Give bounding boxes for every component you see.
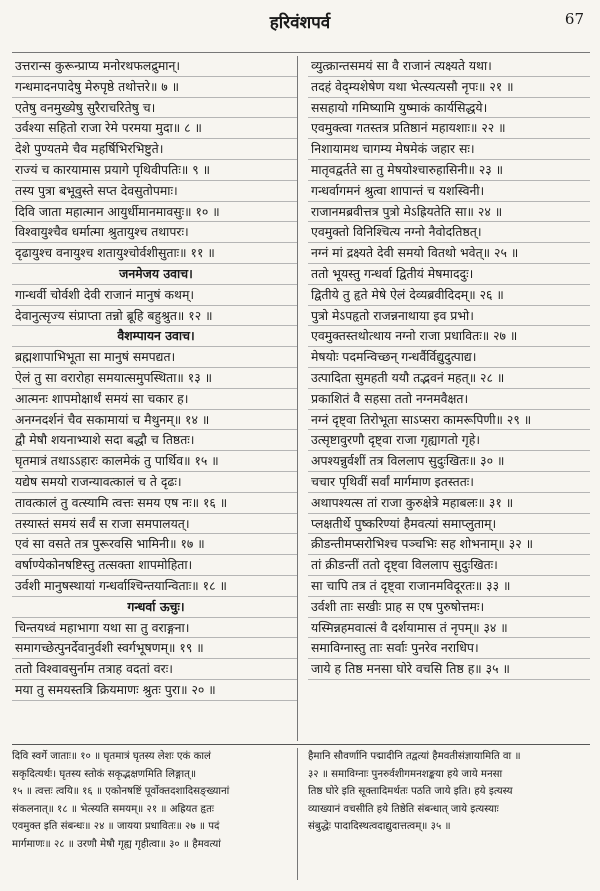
verse-line: तस्यास्तं समयं सर्वं स राजा समपालयत्। bbox=[12, 514, 297, 535]
verse-line: एवमुक्तस्तथोत्थाय नग्नो राजा प्रधावितः॥ २७ ॥ bbox=[308, 326, 590, 347]
footnote-line: मार्गमाणः॥ २८ ॥ उरणौ मेषौ गृह्य गृहीत्वा॥ ३० ॥ हैमवत्यां bbox=[12, 838, 221, 850]
verse-line: उत्सृष्टावुरणौ दृष्ट्वा राजा गृह्यागतो गृहे। bbox=[308, 430, 590, 451]
verse-line: यस्मिन्नहमवात्सं वै दर्शयामास तं नृपम्॥ ३४ ॥ bbox=[308, 618, 590, 639]
verse-line: मातृवद्वर्तते सा तु मेषयोश्चारुहासिनी॥ २३ ॥ bbox=[308, 160, 590, 181]
footnote-separator bbox=[12, 744, 590, 745]
top-rule bbox=[12, 52, 590, 53]
footnote-line: हैमानि सौवर्णानि पद्मादीनि तद्वत्यां हैमवतीसंज्ञायामिति वा ॥ bbox=[308, 751, 521, 762]
verse-line: एवं सा वसते तत्र पुरूरवसि भामिनी॥ १७ ॥ bbox=[12, 534, 297, 555]
verse-line: अथापश्यत्स तां राजा कुरुक्षेत्रे महाबलः॥ ३१ ॥ bbox=[308, 493, 590, 514]
verse-line: गन्धमादनपादेषु मेरुपृष्ठे तथोत्तरे॥ ७ ॥ bbox=[12, 77, 297, 98]
verse-line: गन्धर्वागमनं श्रुत्वा शापान्तं च यशस्विनी। bbox=[308, 181, 590, 202]
footnote-line: सकृदित्यर्थः। घृतस्य स्तोकं सकृद्भक्षणमिति लिङ्गात्॥ bbox=[12, 768, 197, 780]
footnote-line: १५ ॥ त्वत्तः त्वयि॥ १६ ॥ एकोनषष्टिं पूर्वोक्तदशादिसङ्ख्यानां bbox=[12, 786, 230, 798]
page-title: हरिवंशपर्व bbox=[269, 13, 331, 33]
verse-line: देवानुत्सृज्य संप्राप्ता तन्नो ब्रूहि बहुश्रुत॥ १२ ॥ bbox=[12, 306, 297, 327]
verse-line: क्रीडन्तीमप्सरोभिश्च पञ्चभिः सह शोभनाम्॥ ३२ ॥ bbox=[308, 534, 590, 555]
footnote-line: ३२ ॥ समाविग्नाः पुनरुर्वशीगमनशङ्कया हये जाये मनसा bbox=[308, 768, 503, 780]
verse-line: ततो विश्वावसुर्नाम तत्राह वदतां वरः। bbox=[12, 659, 297, 680]
verse-line: प्लक्षतीर्थे पुष्करिण्यां हैमवत्यां समाप्लुताम्। bbox=[308, 514, 590, 535]
verse-line: तस्य पुत्रा बभूवुस्ते सप्त देवसुतोपमाः। bbox=[12, 181, 297, 202]
verse-line: चिन्तयध्वं महाभागा यथा सा तु वराङ्गना। bbox=[12, 618, 297, 639]
page-header bbox=[0, 10, 600, 34]
page-number: 67 bbox=[564, 10, 584, 28]
verse-line: उर्वशी ताः सखीः प्राह स एष पुरुषोत्तमः। bbox=[308, 597, 590, 618]
verse-line: नग्नं दृष्ट्वा तिरोभूता साऽप्सरा कामरूपिणी॥ २९ ॥ bbox=[308, 410, 590, 431]
verse-line: राज्यं च कारयामास प्रयागे पृथिवीपतिः॥ ९ ॥ bbox=[12, 160, 297, 181]
verse-line: तावत्कालं तु वत्स्यामि त्वत्तः समय एष नः॥ १६ ॥ bbox=[12, 493, 297, 514]
verse-line: नग्नं मां द्रक्ष्यते देवी समयो वितथो भवेत्॥ २५ ॥ bbox=[308, 243, 590, 264]
verse-line: यद्येष समयो राजन्यावत्कालं च ते दृढः। bbox=[12, 472, 297, 493]
verse-line: चचार पृथिवीं सर्वां मार्गमाण इतस्ततः। bbox=[308, 472, 590, 493]
footnote-column-right bbox=[300, 748, 590, 880]
verse-line: मेषयोः पदमन्विच्छन् गन्धर्वैर्विद्युदुत्पाद्य। bbox=[308, 347, 590, 368]
verse-line: ब्रह्मशापाभिभूता सा मानुषं समपद्यत। bbox=[12, 347, 297, 368]
verse-line: निशायामथ चागम्य मेषमेकं जहार सः। bbox=[308, 139, 590, 160]
speaker-heading: गन्धर्वा ऊचुः। bbox=[12, 597, 297, 618]
verse-line: ऐलं तु सा वरारोहा समयात्समुपस्थिता॥ १३ ॥ bbox=[12, 368, 297, 389]
footnote-line: दिवि स्वर्गे जाताः॥ १० ॥ घृतमात्रं घृतस्य लेशः एकं कालं bbox=[12, 751, 211, 762]
verse-line: सा चापि तत्र तं दृष्ट्वा राजानमविदूरतः॥ ३३ ॥ bbox=[308, 576, 590, 597]
footnote-column-left bbox=[12, 748, 298, 880]
verse-line: व्युत्क्रान्तसमयं सा वै राजानं त्यक्ष्यते यथा। bbox=[308, 56, 590, 77]
verse-line: गान्धर्वी चोर्वशी देवी राजानं मानुषं कथम्। bbox=[12, 285, 297, 306]
verse-line: द्वितीये तु हृते मेषे ऐलं देव्यब्रवीदिदम्॥ २६ ॥ bbox=[308, 285, 590, 306]
verse-line: घृतमात्रं तथाऽऽहारः कालमेकं तु पार्थिव॥ १५ ॥ bbox=[12, 451, 297, 472]
verse-line: देशे पुण्यतमे चैव महर्षिभिरभिष्टुते। bbox=[12, 139, 297, 160]
footnote-line: तिष्ठ घोरे इति सूक्तादिमर्थतः पठति जाये इति। हये इत्यस्य bbox=[308, 786, 513, 798]
verse-line: दिवि जाता महात्मान आयुर्धीमानमावसुः॥ १० ॥ bbox=[12, 202, 297, 223]
verse-line: एवमुक्तो विनिश्चित्य नग्नो नैवोदतिष्ठत्। bbox=[308, 222, 590, 243]
verse-line: उत्पादिता सुमहती ययौ तद्भवनं महत्॥ २८ ॥ bbox=[308, 368, 590, 389]
verse-line: समागच्छेत्पुनर्देवानुर्वशी स्वर्गभूषणम्॥ १९ ॥ bbox=[12, 638, 297, 659]
verse-line: एवमुक्त्वा गतस्तत्र प्रतिष्ठानं महायशाः॥ २२ ॥ bbox=[308, 118, 590, 139]
verse-line: उत्तरान्स कुरून्प्राप्य मनोरथफलद्रुमान्। bbox=[12, 56, 297, 77]
verse-line: उर्वश्या सहितो राजा रेमे परमया मुदा॥ ८ ॥ bbox=[12, 118, 297, 139]
verse-line: वर्षाण्येकोनषष्टिस्तु तत्सक्ता शापमोहिता। bbox=[12, 555, 297, 576]
verse-line: आत्मनः शापमोक्षार्थं समयं सा चकार ह। bbox=[12, 389, 297, 410]
speaker-heading: वैशम्पायन उवाच। bbox=[12, 326, 297, 347]
speaker-heading: जनमेजय उवाच। bbox=[12, 264, 297, 285]
verse-line: द्वौ मेषौ शयनाभ्याशे सदा बद्धौ च तिष्ठतः। bbox=[12, 430, 297, 451]
verse-line: एतेषु वनमुख्येषु सुरैराचरितेषु च। bbox=[12, 98, 297, 119]
footnote-line: व्याख्यानं वचसीति हये तिष्ठेति संबन्धात् जाये इत्यस्याः bbox=[308, 803, 499, 815]
verse-line: पुत्रो मेऽपहृतो राजन्ननाथाया इव प्रभो। bbox=[308, 306, 590, 327]
verse-line: मया तु समयस्तत्रि क्रियमाणः श्रुतः पुरा॥ २० ॥ bbox=[12, 680, 297, 701]
verse-line: जाये ह तिष्ठ मनसा घोरे वचसि तिष्ठ ह॥ ३५ ॥ bbox=[308, 659, 590, 680]
verse-line: अपश्यन्नुर्वशीं तत्र विललाप सुदुःखितः॥ ३० ॥ bbox=[308, 451, 590, 472]
footnote-line: संकलनात्॥ १८ ॥ भेत्स्यति समयम्॥ २१ ॥ अह्रियत हृतः bbox=[12, 803, 214, 815]
footnote-line: एवमुक्त इति संबन्धः॥ २४ ॥ जायया प्रधावितः॥ २७ ॥ पदं bbox=[12, 821, 220, 833]
verse-line: अनग्नदर्शनं चैव सकामायां च मैथुनम्॥ १४ ॥ bbox=[12, 410, 297, 431]
verse-column-right bbox=[300, 56, 590, 741]
verse-line: तदहं वेद्म्यशेषेण यथा भेत्स्यत्यसौ नृपः॥ २१ ॥ bbox=[308, 77, 590, 98]
verse-line: तां क्रीडन्तीं ततो दृष्ट्वा विललाप सुदुःखितः। bbox=[308, 555, 590, 576]
verse-line: प्रकाशितं वै सहसा ततो नग्नमवैक्षत। bbox=[308, 389, 590, 410]
verse-line: उर्वशी मानुषस्थायां गन्धर्वाश्चिन्तयान्विताः॥ १८ ॥ bbox=[12, 576, 297, 597]
footnote-line: संबुद्धेः पादादिस्थत्वदाद्युदात्तत्वम्॥ ३५ ॥ bbox=[308, 821, 451, 833]
verse-line: ततो भूयस्तु गन्धर्वा द्वितीयं मेषमाददुः। bbox=[308, 264, 590, 285]
verse-line: दृढायुश्च वनायुश्च शतायुश्चोर्वशीसुताः॥ ११ ॥ bbox=[12, 243, 297, 264]
verse-line: राजानमब्रवीत्तत्र पुत्रो मेऽह्रियतेति सा॥ २४ ॥ bbox=[308, 202, 590, 223]
verse-line: समाविग्नास्तु ताः सर्वाः पुनरेव नराधिप। bbox=[308, 638, 590, 659]
verse-line: ससहायो गमिष्यामि युष्माकं कार्यसिद्धये। bbox=[308, 98, 590, 119]
verse-line: विश्वायुश्चैव धर्मात्मा श्रुतायुश्च तथापरः। bbox=[12, 222, 297, 243]
verse-column-left bbox=[12, 56, 298, 741]
